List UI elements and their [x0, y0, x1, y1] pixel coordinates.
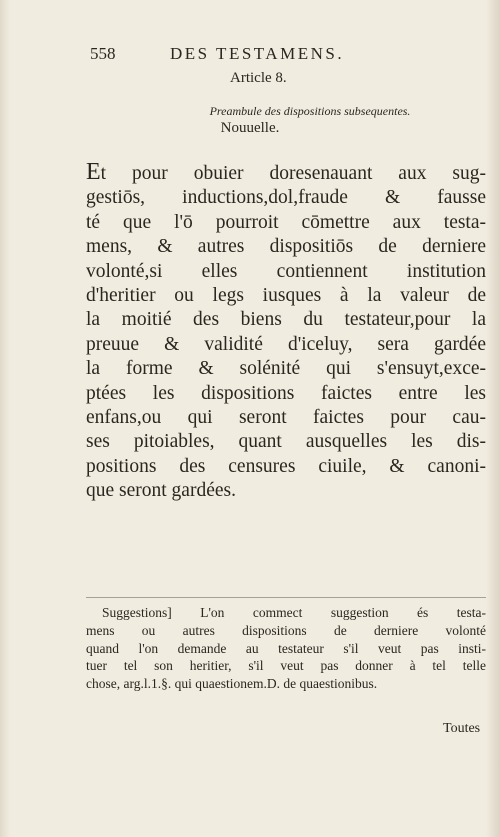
running-title: DES TESTAMENS.: [170, 44, 345, 63]
footnote-divider: [86, 597, 486, 598]
main-text-block: [86, 160, 486, 504]
text-line: que seront gardées.: [86, 480, 236, 502]
page-edge-shadow: [486, 0, 500, 837]
text-line: volonté,si elles contiennent institution: [86, 260, 486, 282]
running-header: [90, 44, 500, 74]
text-line: Et pour obuier doresenauant aux sug-: [86, 159, 486, 185]
note-line: quand l'on demande au testateur s'il veut pas insti-: [86, 640, 486, 656]
text-line: la moitié des biens du testateur,pour la: [86, 309, 486, 331]
text-line: d'heritier ou legs iusques à la valeur de: [86, 285, 486, 307]
text-line: ses pitoiables, quant ausquelles les dis-: [86, 431, 486, 453]
catchword: Toutes: [443, 721, 481, 736]
article-label: Article 8.: [230, 70, 287, 86]
text-line: ptées les dispositions faictes entre les: [86, 382, 486, 404]
text-line: gestiōs, inductions,dol,fraude & fausse: [86, 187, 486, 209]
footnote-block: [86, 604, 486, 693]
text-line: enfans,ou qui seront faictes pour cau-: [86, 407, 486, 429]
note-line: tuer tel son heritier, s'il veut pas donner à tel telle: [86, 658, 486, 674]
gutter-shadow: [0, 0, 10, 837]
page-number: 558: [90, 44, 116, 63]
text-line: té que l'ō pourroit cōmettre aux testa-: [86, 211, 486, 233]
text-line: mens, & autres dispositiōs de derniere: [86, 236, 486, 258]
text-line: positions des censures ciuile, & canoni-: [86, 455, 486, 477]
section-title: Preambule des dispositions subsequentes.: [209, 104, 411, 118]
note-line: Suggestions] L'on commect suggestion és testa-: [102, 605, 486, 620]
section-subtitle: Nouuelle.: [220, 120, 280, 136]
note-line: mens ou autres dispositions de derniere volonté: [86, 622, 486, 638]
text-line: preuue & validité d'iceluy, sera gardée: [86, 333, 486, 355]
text-line: la forme & solénité qui s'ensuyt,exce-: [86, 358, 486, 380]
note-line: chose, arg.l.1.§. qui quaestionem.D. de quaestionibus.: [86, 676, 378, 692]
